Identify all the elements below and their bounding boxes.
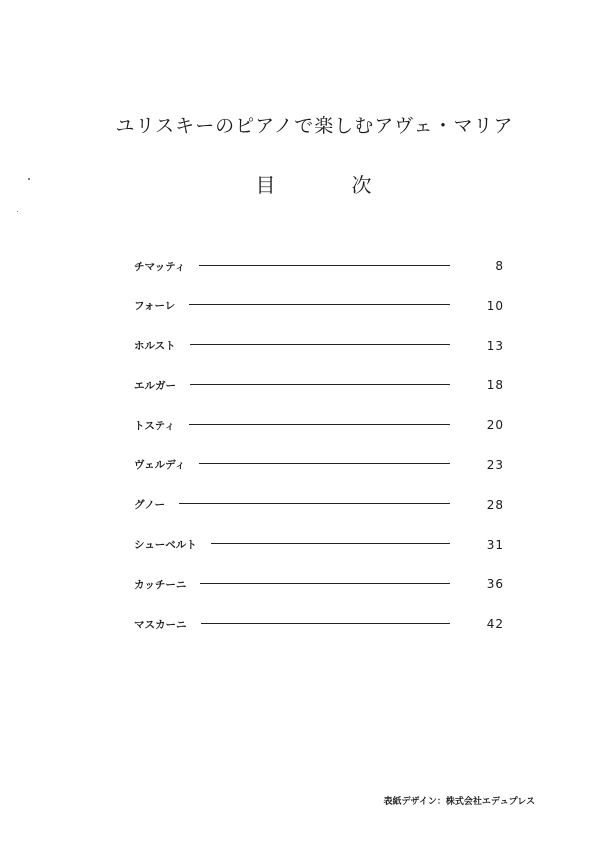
toc-composer: フォーレ [134,300,176,313]
toc-page-number: 31 [486,537,504,552]
toc-entry [134,455,504,475]
toc-composer: シューベルト [134,539,197,552]
toc-composer: ホルスト [134,340,176,353]
toc-page-number: 20 [486,418,504,433]
toc-page-number: 23 [486,457,504,472]
toc-leader-line [211,543,450,544]
toc-entry [134,415,504,435]
toc-page-number: 10 [486,298,504,313]
toc-leader-line [199,265,450,266]
toc-entry [134,495,504,515]
toc-leader-line [199,463,450,464]
toc-entry [134,574,504,594]
toc-entry [134,336,504,356]
toc-page-number: 36 [486,577,504,592]
toc-page-number: 42 [486,617,504,632]
toc-leader-line [189,304,450,305]
toc-composer: グノー [134,499,165,512]
toc-composer: ヴェルディ [134,459,186,472]
toc-entry [134,614,504,634]
toc-entry [134,296,504,316]
toc-entry [134,535,504,555]
toc-composer: エルガー [134,379,176,392]
book-title: ユリスキーのピアノで楽しむアヴェ・マリア [115,115,514,137]
toc-leader-line [200,583,450,584]
toc-leader-line [190,384,450,385]
toc-composer: マスカーニ [134,618,187,631]
toc-page-number: 8 [495,259,504,273]
toc-leader-line [189,424,450,425]
toc-leader-line [201,623,451,624]
page-speck [17,211,18,212]
toc-entry [134,256,504,276]
toc-composer: カッチーニ [134,578,187,591]
toc-entry [134,375,504,395]
toc-page-number: 28 [486,497,504,512]
toc-page-number: 18 [486,378,504,393]
table-of-contents [134,256,504,654]
toc-leader-line [179,503,450,504]
toc-leader-line [190,344,450,345]
toc-composer: トスティ [134,419,175,432]
toc-heading: 目 次 [255,173,400,197]
toc-composer: チマッティ [134,260,186,273]
cover-design-credit: 表紙デザイン：株式会社エデュプレス [383,797,535,807]
toc-page-number: 13 [486,338,504,353]
